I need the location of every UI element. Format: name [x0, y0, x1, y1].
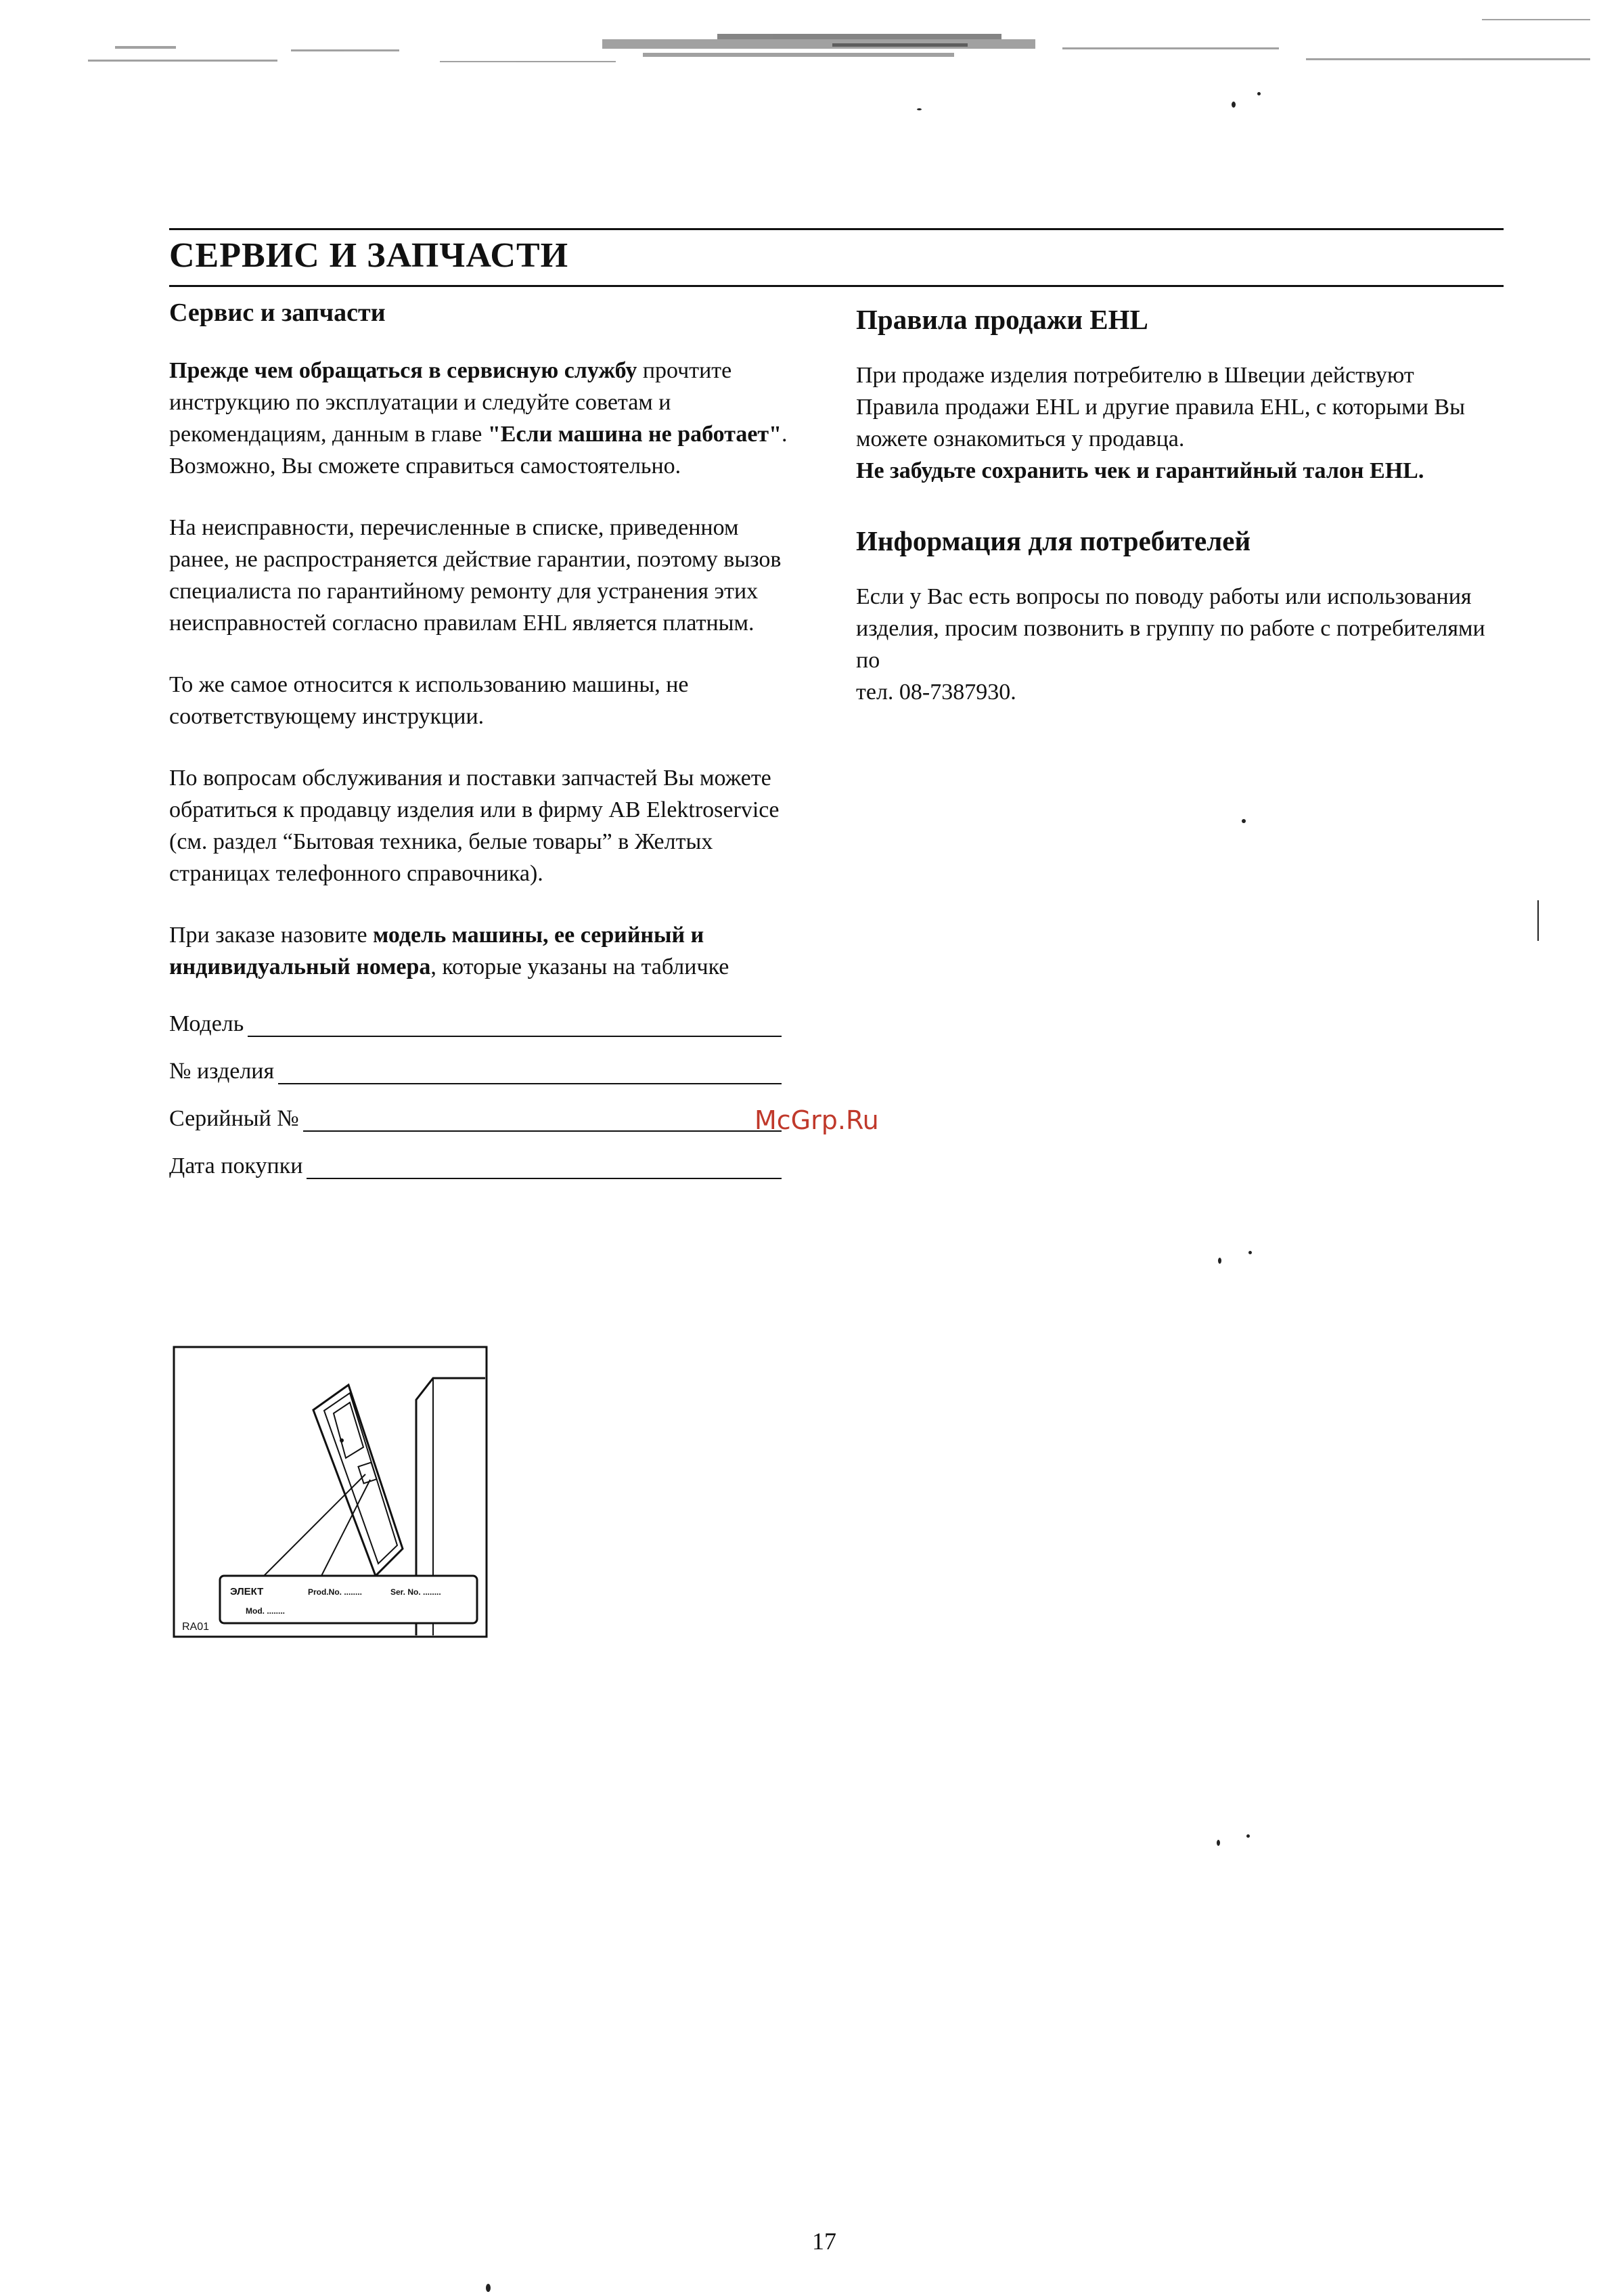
service-p1-bold-mid: "Если машина не работает" [487, 421, 782, 447]
scan-speck [486, 2284, 491, 2292]
sales-rules-text: При продаже изделия потребителю в Швеции действуют Правила продажи EHL и другие правила EHL, с которыми Вы можете ознакомиться у продавца. [856, 363, 1465, 452]
field-model-label: Модель [169, 1011, 244, 1036]
consumer-info-text: Если у Вас есть вопросы по поводу работы или использования изделия, просим позвонить в группу по работе с потребителями по [856, 584, 1485, 674]
field-product-no-label: № изделия [169, 1058, 275, 1084]
service-paragraph-1 [169, 355, 792, 482]
service-p1-bold-lead: Прежде чем обращаться в сервисную службу [169, 357, 637, 383]
header-rule-top [169, 228, 1504, 230]
scan-speck [1246, 1834, 1250, 1838]
scan-speck [1232, 102, 1236, 108]
scan-noise-strip [88, 19, 1604, 80]
scan-speck [1218, 1258, 1221, 1264]
rating-plate-figure [173, 1346, 488, 1638]
service-p1-text-a: прочтите инструкцию по эксплуатации и следуйте советам и рекомендациям, данным в главе [169, 357, 732, 447]
plate-mod: Mod. ........ [246, 1606, 285, 1616]
plate-ser-no: Ser. No. ........ [390, 1587, 441, 1597]
order-info-form [169, 990, 792, 1179]
plate-brand: ЭЛЕКТ [230, 1586, 264, 1597]
scan-speck [917, 108, 922, 110]
service-p1-text-b: . Возможно, Вы сможете справиться самостоятельно. [169, 421, 788, 479]
service-p5-bold: модель машины, ее серийный и индивидуальный номера [169, 922, 704, 979]
service-paragraph-2: На неисправности, перечисленные в списке, приведенном ранее, не распространяется действие гарантии, поэтому вызов специалиста по гарантийному ремонту для устранения этих неисправностей согласно правилам EHL является платным. [169, 514, 782, 636]
service-p5-text-b: , которые указаны на табличке [430, 954, 729, 979]
consumer-info-phone: тел. 08-7387930. [856, 680, 1016, 705]
page-title: СЕРВИС И ЗАПЧАСТИ [169, 236, 569, 275]
sales-rules-bold-text: Не забудьте сохранить чек и гарантийный талон EHL. [856, 458, 1424, 484]
left-column [169, 298, 792, 1179]
plate-prod-no: Prod.No. ........ [308, 1587, 363, 1597]
service-heading: Сервис и запчасти [169, 299, 386, 327]
field-serial-no [169, 1084, 782, 1132]
scan-speck [1537, 900, 1539, 941]
figure-code: RA01 [182, 1621, 210, 1633]
service-p5-text-a: При заказе назовите [169, 922, 374, 948]
field-model [169, 990, 782, 1037]
consumer-info-heading: Информация для потребителей [856, 525, 1251, 557]
scan-speck [1217, 1840, 1220, 1846]
field-product-no-blank [278, 1060, 782, 1084]
header-rule-bottom [169, 285, 1504, 287]
field-purchase-date-blank [307, 1155, 782, 1179]
field-serial-no-blank [303, 1107, 782, 1132]
sales-rules-heading: Правила продажи EHL [856, 304, 1148, 335]
field-product-no [169, 1037, 782, 1084]
service-paragraph-3: То же самое относится к использованию машины, не соответствующему инструкции. [169, 671, 689, 729]
scan-speck [1248, 1251, 1252, 1254]
field-purchase-date-label: Дата покупки [169, 1153, 303, 1178]
field-serial-no-label: Серийный № [169, 1105, 299, 1131]
service-paragraph-5 [169, 919, 792, 983]
page-number: 17 [812, 2228, 836, 2255]
service-paragraph-4: По вопросам обслуживания и поставки запчастей Вы можете обратиться к продавцу изделия или в фирму AB Elektroservice (см. раздел “Бытовая техника, белые товары” в Желтых страницах телефонного справочника). [169, 765, 780, 886]
scan-speck [1257, 92, 1261, 95]
scan-speck [1242, 819, 1246, 823]
watermark-link[interactable]: McGrp.Ru [754, 1105, 879, 1135]
right-column [856, 303, 1499, 738]
sales-rules-bold [856, 455, 1499, 487]
field-model-blank [248, 1013, 782, 1037]
field-purchase-date [169, 1132, 782, 1179]
